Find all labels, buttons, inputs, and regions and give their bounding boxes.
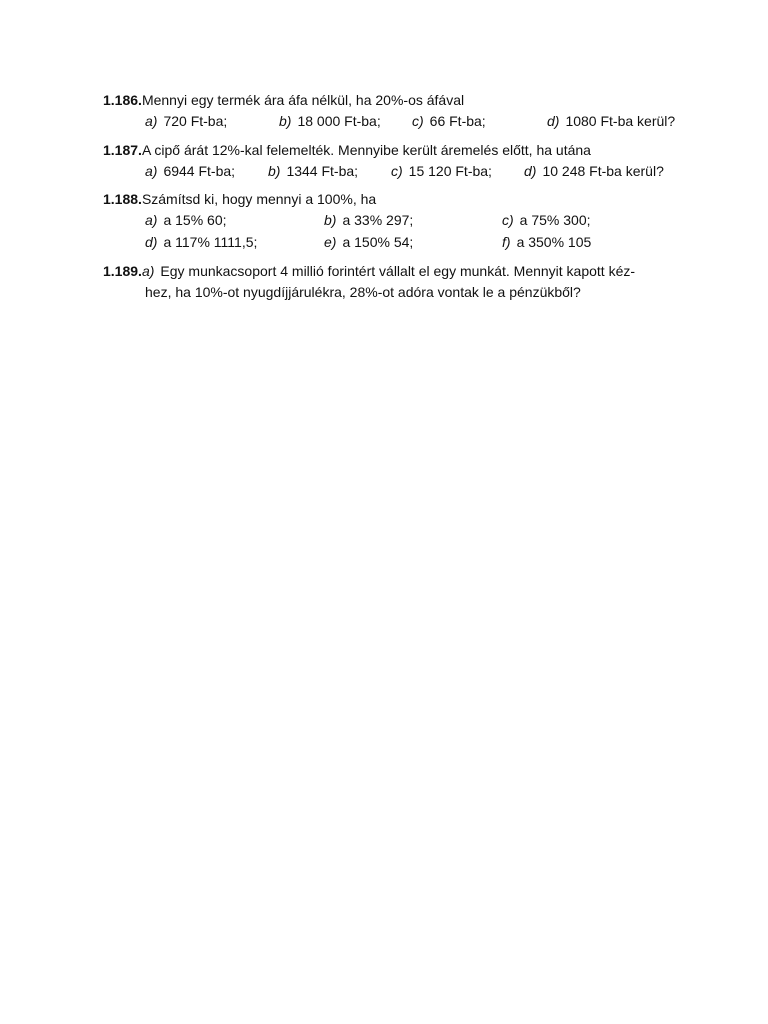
subproblem-letter: a)	[141, 263, 155, 279]
problem-stem-line-1: Egy munkacsoport 4 millió forintért vállalt el egy munkát. Mennyit kapott kéz-	[160, 263, 636, 279]
options-row	[103, 210, 703, 232]
option-letter: b)	[324, 212, 337, 228]
option-letter: c)	[502, 212, 514, 228]
option-a	[145, 210, 227, 231]
option-d	[524, 161, 664, 182]
option-f	[502, 232, 591, 253]
problem-header	[103, 189, 703, 210]
problem-1-189	[103, 261, 703, 303]
option-letter: c)	[391, 163, 403, 179]
option-text: 6944 Ft-ba;	[163, 163, 236, 179]
option-text: 18 000 Ft-ba;	[297, 113, 381, 129]
option-letter: d)	[524, 163, 537, 179]
problem-stem: Számítsd ki, hogy mennyi a 100%, ha	[141, 191, 377, 207]
option-b	[268, 161, 358, 182]
problem-stem: A cipő árát 12%-kal felemelték. Mennyibe került áremelés előtt, ha utána	[141, 142, 591, 158]
option-e	[324, 232, 413, 253]
option-c	[391, 161, 492, 182]
option-d	[145, 232, 257, 253]
option-letter: b)	[268, 163, 281, 179]
problem-number: 1.189.	[103, 263, 142, 279]
option-a	[145, 111, 227, 132]
problem-header	[103, 140, 703, 161]
option-text: 720 Ft-ba;	[163, 113, 228, 129]
problem-number: 1.186.	[103, 92, 142, 108]
option-c	[502, 210, 591, 231]
problem-stem: Mennyi egy termék ára áfa nélkül, ha 20%-os áfával	[141, 92, 465, 108]
problem-number: 1.187.	[103, 142, 142, 158]
option-text: 66 Ft-ba;	[429, 113, 486, 129]
option-b	[279, 111, 381, 132]
options-row	[103, 161, 703, 183]
problem-1-187	[103, 140, 703, 183]
option-letter: a)	[145, 163, 158, 179]
problem-1-186	[103, 90, 703, 133]
problem-header	[103, 261, 703, 282]
option-letter: d)	[145, 234, 158, 250]
option-text: a 150% 54;	[342, 234, 414, 250]
option-letter: a)	[145, 113, 158, 129]
option-letter: a)	[145, 212, 158, 228]
option-text: a 350% 105	[516, 234, 592, 250]
option-letter: d)	[547, 113, 560, 129]
options-row	[103, 232, 703, 254]
problem-number: 1.188.	[103, 191, 142, 207]
option-text: 10 248 Ft-ba kerül?	[542, 163, 664, 179]
option-letter: b)	[279, 113, 292, 129]
option-c	[412, 111, 486, 132]
problem-header	[103, 90, 703, 111]
option-text: a 75% 300;	[519, 212, 591, 228]
option-letter: c)	[412, 113, 424, 129]
option-d	[547, 111, 675, 132]
option-letter: e)	[324, 234, 337, 250]
option-a	[145, 161, 235, 182]
option-text: 15 120 Ft-ba;	[408, 163, 492, 179]
option-b	[324, 210, 413, 231]
option-text: a 15% 60;	[163, 212, 227, 228]
problem-1-188	[103, 189, 703, 254]
option-text: 1344 Ft-ba;	[286, 163, 359, 179]
option-text: a 33% 297;	[342, 212, 414, 228]
option-text: 1080 Ft-ba kerül?	[565, 113, 676, 129]
option-text: a 117% 1111,5;	[163, 234, 258, 250]
option-letter: f)	[502, 234, 511, 250]
options-row	[103, 111, 703, 133]
problem-stem-line-2: hez, ha 10%-ot nyugdíjjárulékra, 28%-ot adóra vontak le a pénzükből?	[145, 284, 581, 300]
